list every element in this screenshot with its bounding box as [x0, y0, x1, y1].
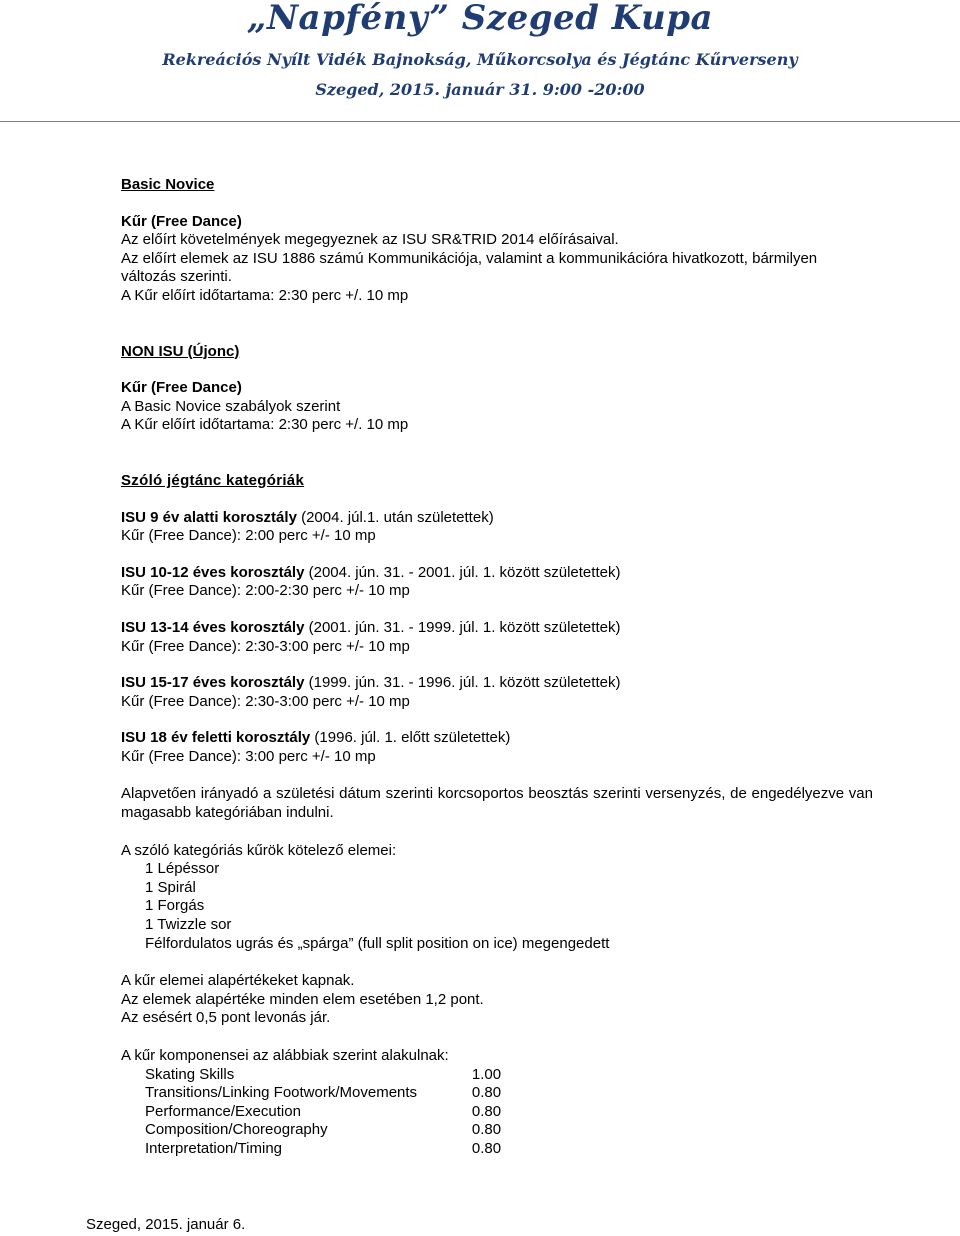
category-line: [121, 509, 873, 528]
document-body: [121, 176, 873, 1159]
section-title-non-isu: NON ISU (Újonc): [121, 342, 240, 360]
category-kur: Kűr (Free Dance): 3:00 perc +/- 10 mp: [121, 747, 376, 765]
category-range: (2001. jún. 31. - 1999. júl. 1. között születettek): [304, 618, 621, 636]
element-item: 1 Twizzle sor: [145, 916, 232, 934]
text-line: A Kűr előírt időtartama: 2:30 perc +/. 10 mp: [121, 286, 409, 304]
category-range: (1996. júl. 1. előtt születettek): [310, 729, 511, 747]
table-row: [145, 1121, 501, 1140]
text-line: A Kűr előírt időtartama: 2:30 perc +/. 10 mp: [121, 416, 409, 434]
component-value: 0.80: [471, 1139, 502, 1157]
element-item: 1 Lépéssor: [145, 860, 220, 878]
components-intro: A kűr komponensei az alábbiak szerint alakulnak:: [121, 1047, 449, 1064]
header-divider: [0, 121, 960, 122]
section-title-basic-novice: Basic Novice: [121, 176, 215, 193]
category-range: (1999. jún. 31. - 1996. júl. 1. között születettek): [304, 674, 621, 692]
category-name: ISU 10-12 éves korosztály: [121, 563, 305, 581]
text-line: Az előírt követelmények megegyeznek az ISU SR&TRID 2014 előírásaival.: [121, 231, 619, 249]
category-kur: Kűr (Free Dance): 2:30-3:00 perc +/- 10 mp: [121, 692, 410, 710]
category-note: Alapvetően irányadó a születési dátum szerinti korcsoportos beosztás szerinti versenyzés, de engedélyezve van magasabb kategóriában indulni.: [121, 785, 873, 822]
category-name: ISU 13-14 éves korosztály: [121, 618, 305, 636]
element-item: 1 Forgás: [145, 897, 205, 915]
components-table: [145, 1066, 501, 1159]
page-subtitle: Rekreációs Nyílt Vidék Bajnokság, Műkorcsolya és Jégtánc Kűrverseny: [162, 50, 798, 69]
footer-place-date: Szeged, 2015. január 6.: [86, 1216, 246, 1233]
component-name: Skating Skills: [145, 1065, 235, 1083]
category-line: [121, 619, 873, 638]
element-item: 1 Spirál: [145, 878, 196, 896]
scoring-line: Az esésért 0,5 pont levonás jár.: [121, 1009, 331, 1027]
category-line: [121, 729, 873, 748]
element-item: Félfordulatos ugrás és „spárga” (full split position on ice) megengedett: [145, 934, 610, 952]
component-name: Composition/Choreography: [145, 1121, 328, 1139]
table-row: [145, 1084, 501, 1103]
category-name: ISU 18 év feletti korosztály: [121, 729, 311, 747]
text-line: Az előírt elemek az ISU 1886 számú Kommunikációja, valamint a kommunikációra hivatkozott, bármilyen változás szerinti.: [121, 249, 818, 286]
event-dateline: Szeged, 2015. január 31. 9:00 -20:00: [315, 80, 645, 99]
kur-title: Kűr (Free Dance): [121, 379, 242, 397]
text-line: A Basic Novice szabályok szerint: [121, 397, 341, 415]
scoring-line: A kűr elemei alapértékeket kapnak.: [121, 972, 355, 990]
component-value: 0.80: [471, 1121, 502, 1139]
category-line: [121, 564, 873, 583]
category-kur: Kűr (Free Dance): 2:00 perc +/- 10 mp: [121, 527, 376, 545]
category-name: ISU 9 év alatti korosztály: [121, 508, 297, 526]
table-row: [145, 1103, 501, 1122]
component-name: Interpretation/Timing: [145, 1139, 283, 1157]
table-row: [145, 1140, 501, 1159]
table-row: [145, 1066, 501, 1085]
scoring-line: Az elemek alapértéke minden elem esetében 1,2 pont.: [121, 990, 484, 1008]
category-kur: Kűr (Free Dance): 2:30-3:00 perc +/- 10 mp: [121, 637, 410, 655]
component-value: 0.80: [471, 1102, 502, 1120]
component-name: Performance/Execution: [145, 1102, 301, 1120]
category-line: [121, 674, 873, 693]
component-name: Transitions/Linking Footwork/Movements: [145, 1084, 418, 1102]
document-header: [0, 0, 960, 122]
section-title-solo: Szóló jégtánc kategóriák: [121, 471, 305, 489]
component-value: 1.00: [471, 1065, 502, 1083]
kur-title: Kűr (Free Dance): [121, 212, 242, 230]
category-range: (2004. jún. 31. - 2001. júl. 1. között születettek): [304, 563, 621, 581]
component-value: 0.80: [471, 1084, 502, 1102]
category-name: ISU 15-17 éves korosztály: [121, 674, 305, 692]
elements-intro: A szóló kategóriás kűrök kötelező elemei:: [121, 841, 397, 859]
category-kur: Kűr (Free Dance): 2:00-2:30 perc +/- 10 mp: [121, 582, 410, 600]
category-range: (2004. júl.1. után születettek): [296, 508, 494, 526]
page-title: „Napfény” Szeged Kupa: [246, 0, 714, 38]
